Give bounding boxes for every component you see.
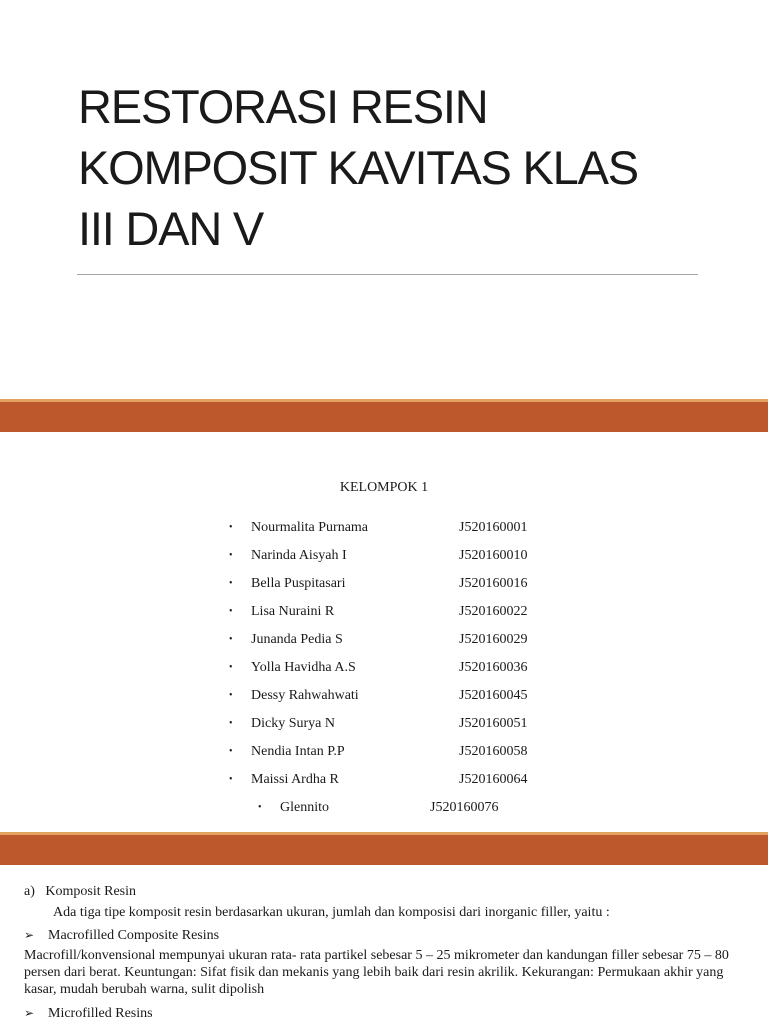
slide-title-line-3: III DAN V [78,202,264,255]
member-name: Nourmalita Purnama [251,520,369,535]
member-name: Glennito [280,800,329,815]
member-nim: J520160029 [459,632,528,647]
bullet-icon: • [229,774,233,785]
bullet-icon: • [229,662,233,673]
intro-text: Ada tiga tipe komposit resin berdasarkan ukuran, jumlah dan komposisi dari inorganic filler, yaitu : [53,905,610,920]
member-nim: J520160016 [459,576,528,591]
member-name: Maissi Ardha R [251,772,339,787]
bullet-icon: • [229,578,233,589]
member-nim: J520160001 [459,520,528,535]
member-nim: J520160051 [459,716,528,731]
group-heading-text: KELOMPOK 1 [339,480,429,495]
member-nim: J520160022 [459,604,528,619]
member-name: Narinda Aisyah I [251,548,347,563]
member-name: Dessy Rahwahwati [251,688,359,703]
arrow-bullet-icon: ➢ [24,1006,35,1020]
section-a-heading [24,883,136,900]
orange-band-bottom [0,835,768,865]
member-nim: J520160036 [459,660,528,675]
bullet-icon: • [229,550,233,561]
slide-title-line-1: RESTORASI RESIN [78,80,488,133]
bullet-icon: • [229,746,233,757]
bullet-icon: • [229,690,233,701]
type1-heading: Macrofilled Composite Resins [48,928,220,943]
bullet-icon: • [229,634,233,645]
bullet-icon: • [229,718,233,729]
slide-title [78,76,718,259]
section-a-marker: a) [24,884,35,899]
title-divider [77,274,698,275]
member-name: Dicky Surya N [251,716,335,731]
member-name: Junanda Pedia S [251,632,343,647]
member-nim: J520160045 [459,688,528,703]
group-heading [0,480,768,496]
orange-band-top [0,402,768,432]
type2-heading: Microfilled Resins [48,1006,153,1021]
member-nim: J520160076 [430,800,499,815]
type2-heading-row [24,1005,153,1022]
member-name: Nendia Intan P.P [251,744,345,759]
bullet-icon: • [229,522,233,533]
slide-title-line-2: KOMPOSIT KAVITAS KLAS [78,141,638,194]
section-a-title: Komposit Resin [45,884,137,899]
member-name: Bella Puspitasari [251,576,346,591]
member-name: Yolla Havidha A.S [251,660,356,675]
member-name: Lisa Nuraini R [251,604,335,619]
member-nim: J520160058 [459,744,528,759]
member-nim: J520160010 [459,548,528,563]
type1-heading-row [24,927,219,944]
title-slide [0,0,768,400]
type1-paragraph: Macrofill/konvensional mempunyai ukuran rata- rata partikel sebesar 5 – 25 mikrometer dan kandungan filler sebesar 75 – 80 persen dari berat. Keuntungan: Sifat fisik dan mekanis yang lebih baik dari resin akrilik. Kekurangan: Permukaan akhir yang kasar, mudah berubah warna, sulit dipolish [24,948,729,997]
bullet-icon: • [229,606,233,617]
arrow-bullet-icon: ➢ [24,928,35,942]
member-nim: J520160064 [459,772,528,787]
bullet-icon: • [258,802,262,813]
